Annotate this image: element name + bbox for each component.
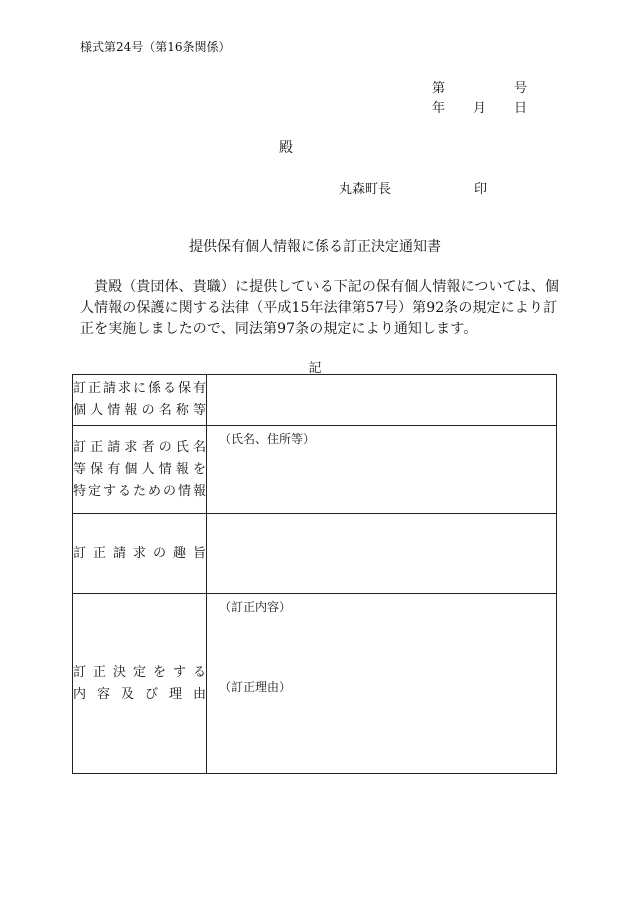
table-row — [73, 594, 557, 774]
label-line: 訂正請求に係る保有 — [73, 381, 206, 396]
decision-field[interactable] — [207, 594, 557, 774]
table-row — [73, 426, 557, 514]
label-line: 訂正決定をする — [73, 664, 206, 680]
row-label-requester — [73, 426, 207, 514]
table-row — [73, 375, 557, 426]
date-day: 日 — [514, 101, 528, 116]
row-label-decision — [73, 594, 207, 774]
table-row — [73, 514, 557, 594]
correction-reason-note: （訂正理由） — [219, 680, 292, 694]
requester-note: （氏名、住所等） — [219, 432, 316, 446]
document-number-suffix: 号 — [514, 81, 528, 96]
label-line: 訂正請求の趣旨 — [73, 545, 206, 561]
label-line: 等保有個人情報を — [73, 461, 206, 477]
details-table — [72, 374, 557, 774]
row-label-request-purpose — [73, 514, 207, 594]
label-line: 訂正請求者の氏名 — [73, 439, 206, 455]
row-label-info-name — [73, 375, 207, 426]
label-line: 個人情報の名称等 — [73, 403, 206, 418]
correction-content-note: （訂正内容） — [219, 600, 292, 614]
addressee-suffix: 殿 — [279, 140, 293, 156]
request-purpose-field[interactable] — [207, 514, 557, 594]
date-year: 年 — [432, 101, 446, 116]
document-title: 提供保有個人情報に係る訂正決定通知書 — [189, 239, 441, 255]
info-name-field[interactable] — [207, 375, 557, 426]
document-number-prefix: 第 — [432, 81, 446, 96]
issuer-name: 丸森町長 — [339, 182, 392, 197]
ki-heading: 記 — [308, 361, 322, 376]
label-line: 特定するための情報 — [73, 483, 206, 499]
requester-field[interactable] — [207, 426, 557, 514]
notice-body: 貴殿（貴団体、貴職）に提供している下記の保有個人情報については、個人情報の保護に関する法律（平成15年法律第57号）第92条の規定により訂正を実施しましたので、同法第97条の規定により通知します。 — [80, 279, 560, 337]
seal-mark: 印 — [474, 182, 488, 197]
label-line: 内容及び理由 — [73, 686, 206, 702]
form-number: 様式第24号（第16条関係） — [80, 40, 231, 54]
date-month: 月 — [473, 101, 487, 116]
